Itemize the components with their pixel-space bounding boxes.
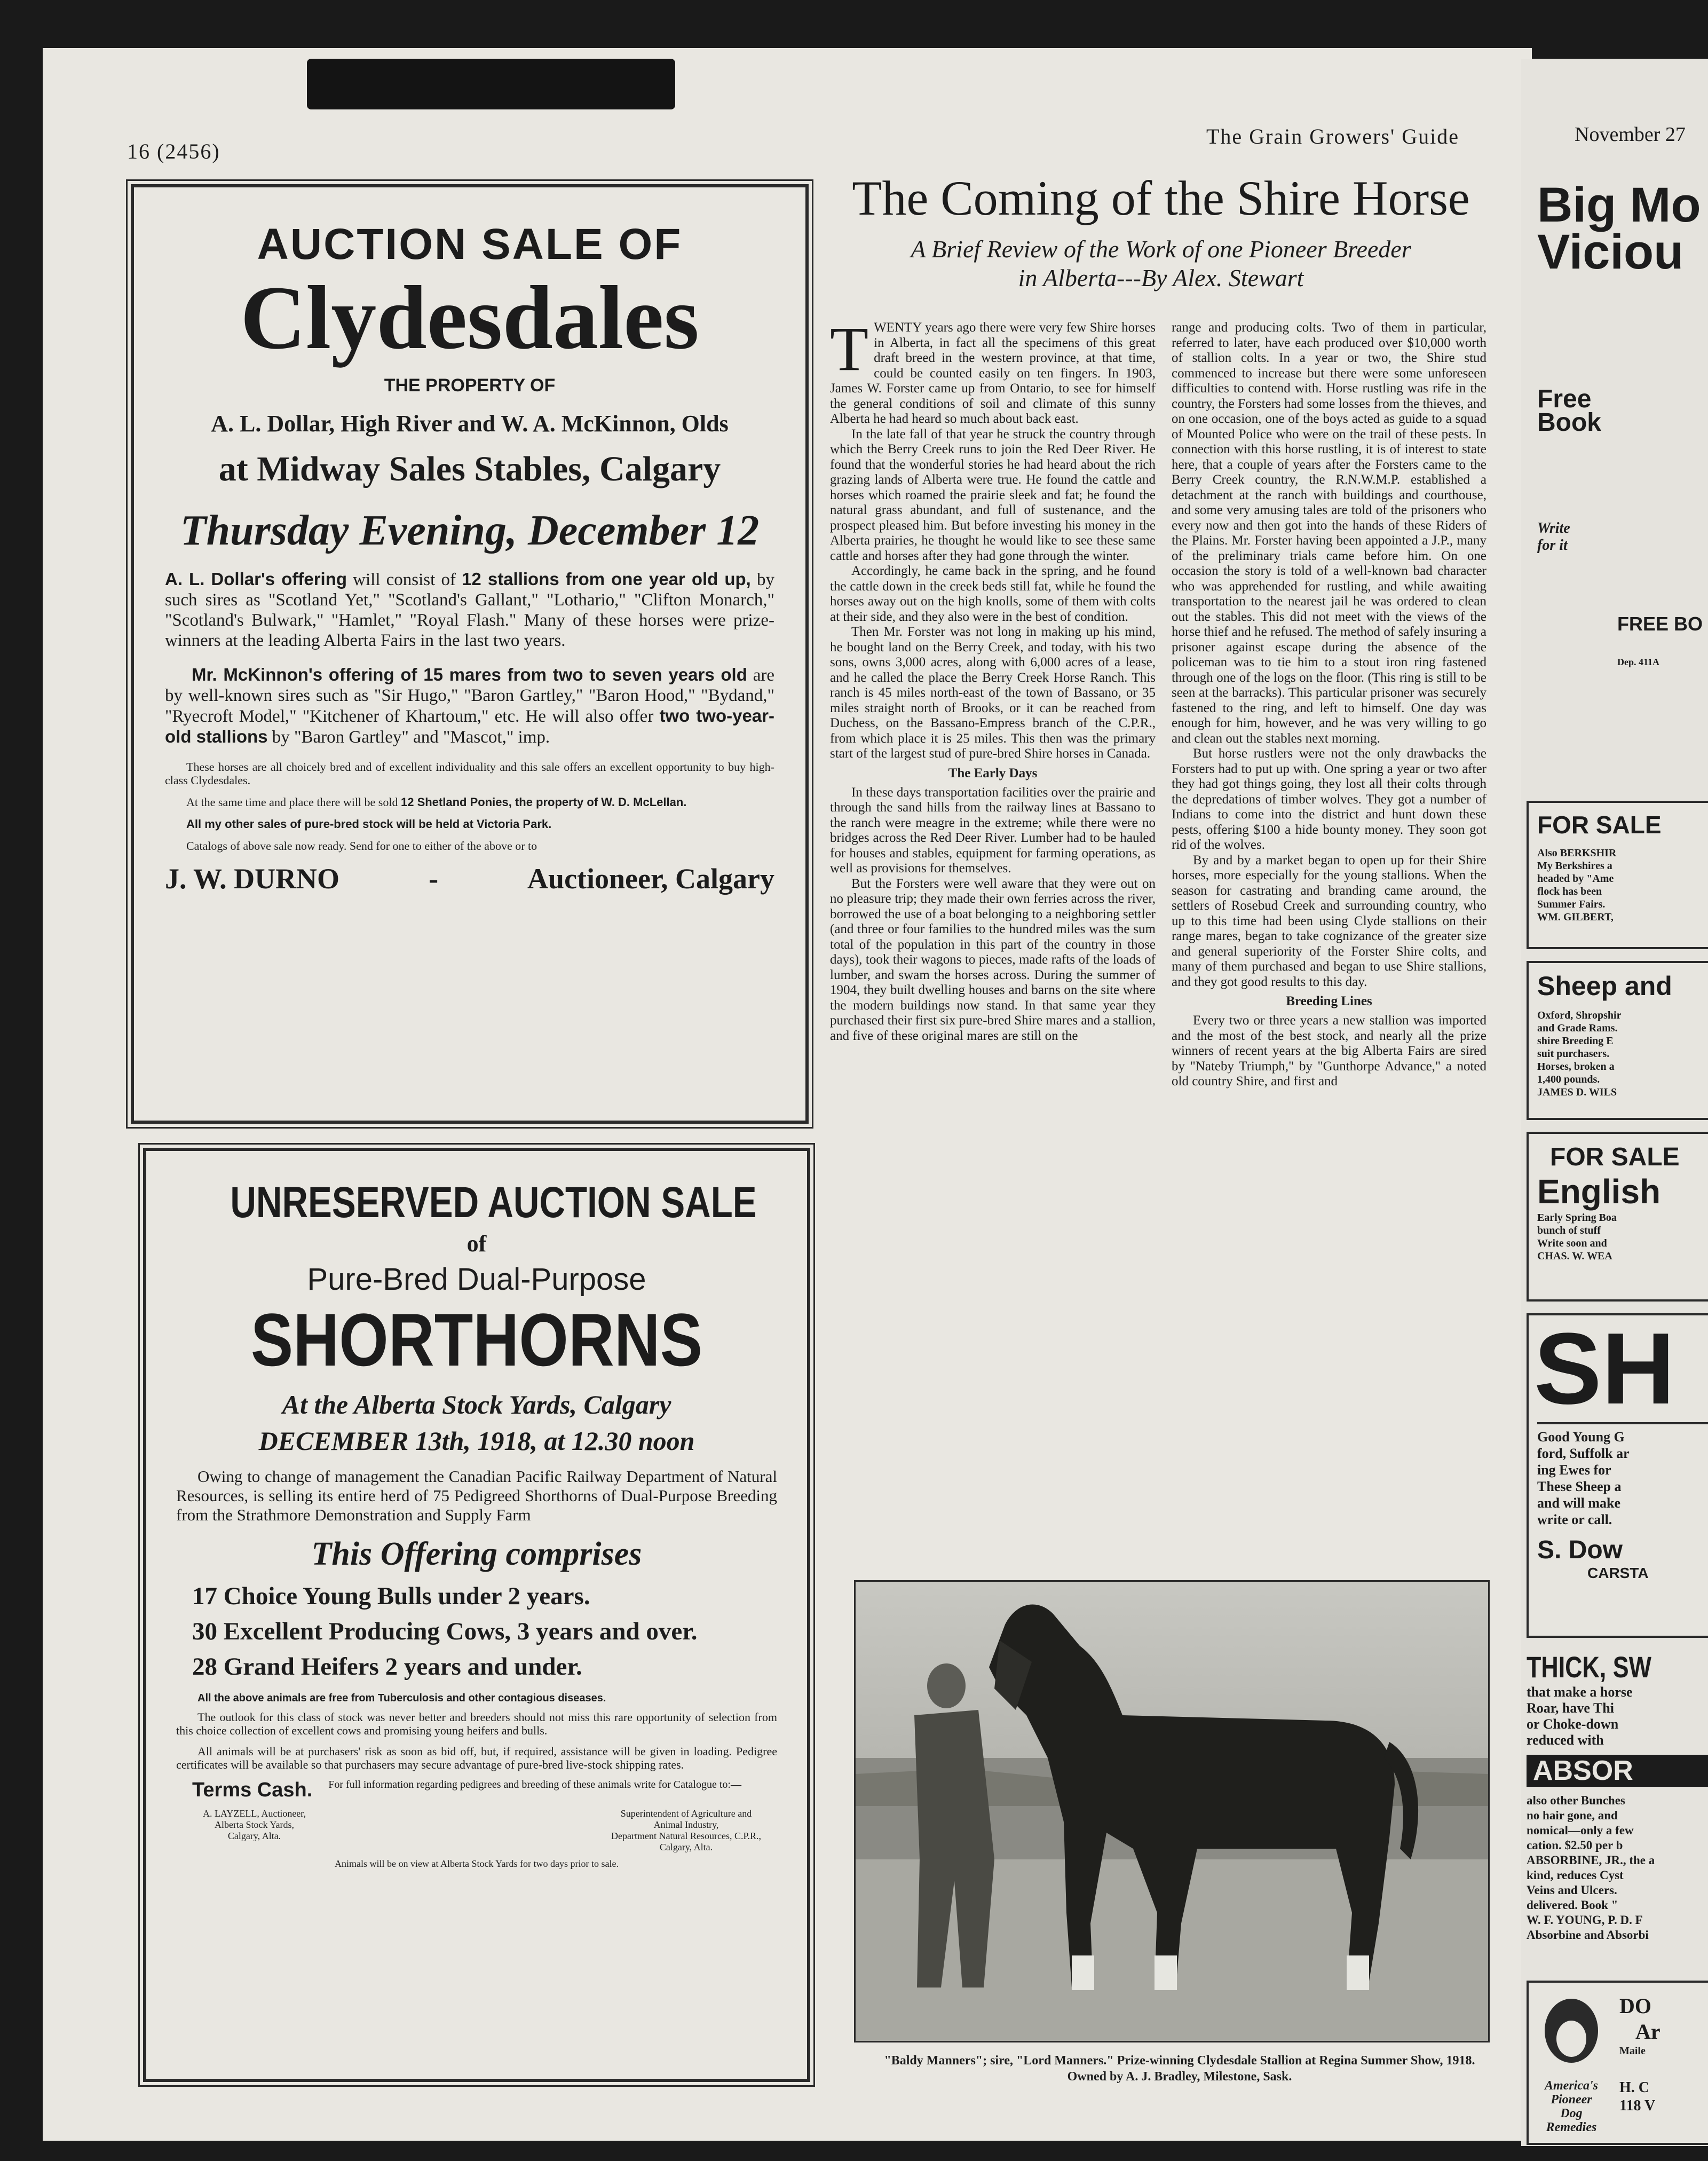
- article-subhead: Breeding Lines: [1286, 994, 1372, 1008]
- dog-head-icon: [1534, 1988, 1609, 2073]
- short-para4: All animals will be at purchasers' risk as soon as bid off, but, if required, assistance will be given in loading. Pedigree certificates will be available so that purchasers may secure advantage of pure-bred live-stock shipping rates.: [176, 1745, 777, 1771]
- short-venue: At the Alberta Stock Yards, Calgary: [282, 1390, 671, 1419]
- article-paragraph: range and producing colts. Two of them in particular, referred to later, have each produced over $10,000 worth of stallion colts. In a year or two, the Shire stud commenced to increase but there were some unforeseen difficulties to contend with. Horse rustling was rife in the country, the Forsters had some losses from the thieves, and on one occasion, one of the boys acted as guide to a squad of Mounted Police who were on the trail of these pests. In connection with this horse rustling, it is of interest to state here, that a couple of years after the Forsters came to the Berry Creek country, the R.N.W.M.P. established a detachment at the ranch with buildings and courthouse, and some very amusing tales are told of the prisoners who every now and then got into the hands of these Riders of the Plains. Mr. Forster having been appointed a J.P., many of the preliminary trials came before him. On one occasion the story is told of a well-known bad character who was apprehended for rustling, and while awaiting transportation to the nearest jail he was ordered to clean out the stables. This did not meet with the views of the horse thief and he refused. The method of safely insuring a prisoner against escape during the absence of the policeman was to tie him to a stout iron ring fastened through one of the logs on the floor. (This ring is still to be seen at the barracks). This particular prisoner was securely fastened to the ring, and left to himself. One day was enough for him, however, and he was very willing to go and clean out the stables next morning.: [1172, 320, 1486, 746]
- clydesdale-ad: [131, 184, 809, 1124]
- article-subtitle2: in Alberta---By Alex. Stewart: [1018, 264, 1304, 291]
- short-title3: SHORTHORNS: [250, 1298, 703, 1382]
- article-paragraph: But horse rustlers were not the only drawbacks the Forsters had to put up with. One spring a year or two after they had got things going, they lost all their colts through the depredations of timber wolves. They got a number of Indians to come into the district and hunt down these pests, offering $100 a hide bounty money. They soon got rid of the wolves.: [1172, 746, 1486, 852]
- clyde-para4: At the same time and place there will be sold 12 Shetland Ponies, the property of W. D. McLellan.: [186, 795, 687, 809]
- drop-cap: T: [830, 314, 869, 384]
- article-paragraph: In the late fall of that year he struck the country through which the Berry Creek runs to join the Red Deer River. He found that the wonderful stories he had heard about the rich grazing lands of Alberta were true. He found the cattle and horses which roamed the prairie sleek and fat; he found the natural grass abundant, and full of sustenance, and the prospect pleased him. But before investing his money in the Alberta prairies, he thought he would like to see these same cattle and horses after they had gone through the winter.: [830, 427, 1156, 563]
- clyde-para5: All my other sales of pure-bred stock will be held at Victoria Park.: [186, 817, 552, 831]
- ad7-caption: America's Pioneer Dog Remedies: [1545, 2079, 1598, 2134]
- short-contacts: [176, 1808, 777, 1853]
- article-paragraph: TWENTY years ago there were very few Shire horses in Alberta, in fact all the specimens of this great draft breed in the western province, at that time, could be counted easily on ten fingers. In 1903, James W. Forster came up from Ontario, to see for himself the general conditions of soil and climate of this sunny Alberta he had heard so much about back east.: [830, 314, 1156, 426]
- article-column-2: [1172, 320, 1486, 1090]
- clyde-auctioneer-line: [165, 862, 774, 895]
- horse-photo: [854, 1580, 1490, 2042]
- right-ad-dog-remedies: [1527, 1981, 1708, 2145]
- short-title1: UNRESERVED AUCTION SALE: [230, 1178, 757, 1227]
- clyde-auctioneer: J. W. DURNO: [165, 863, 340, 895]
- short-offering: This Offering comprises: [311, 1536, 642, 1572]
- ad6-lines-2: also other Bunches no hair gone, and nomical—only a few cation. $2.50 per b ABSORBINE, JR., the a kind, reduces Cyst Veins and Ulcers. delivered. Book " W. F. YOUNG, P. D. F Absorbine and Absorbi: [1527, 1794, 1655, 1942]
- ad1-free: FREE BO: [1617, 613, 1703, 635]
- article-paragraph: In these days transportation facilities over the prairie and through the sand hills from the railway lines at Bassano to the ranch were meagre in the extreme; while there were no bridges across the Red Deer River. Lumber had to be hauled for houses and stables, equipment for farming operations, as well as provisions for themselves.: [830, 785, 1156, 876]
- clyde-property-of: THE PROPERTY OF: [384, 375, 556, 396]
- article-paragraph: But the Forsters were well aware that they were out on no pleasure trip; they made their own ferries across the river, borrowed the use of a boat belonging to a neighboring settler (and three or four families to the hundred miles was the sum total of the population in this part of the country in those days), took their wagons to pieces, made rafts of the loads of lumber, and swam the horses across. During the summer of 1904, they built dwelling houses and barns on the site where the modern buildings now stand. In that same year they purchased their first six pure-bred Shire mares and a stallion, and five of these original mares are still on the: [830, 876, 1156, 1043]
- ad5-lines: Good Young G ford, Suffolk ar ing Ewes for These Sheep a and will make write or call.: [1537, 1422, 1708, 1528]
- right-ad-sheep-2: SH Good Young G ford, Suffolk ar ing Ewes for These Sheep a and will make write or call. S. Dow CARSTA: [1527, 1313, 1708, 1638]
- short-footer: Animals will be on view at Alberta Stock Yards for two days prior to sale.: [335, 1858, 619, 1869]
- short-para2: All the above animals are free from Tuberculosis and other contagious diseases.: [197, 1692, 606, 1704]
- short-item: 28 Grand Heifers 2 years and under.: [192, 1653, 582, 1681]
- short-right-contact: Superintendent of Agriculture and Animal Industry, Department Natural Resources, C.P.R., Calgary, Alta.: [611, 1808, 761, 1852]
- ad1-title: Big Mo Viciou: [1537, 178, 1701, 279]
- right-ad-english: FOR SALE English Early Spring Boa bunch of stuff Write soon and CHAS. W. WEA: [1527, 1132, 1708, 1302]
- right-page: [1521, 59, 1708, 2146]
- short-terms-note: For full information regarding pedigrees and breeding of these animals write for Catalogue to:—: [328, 1779, 741, 1791]
- clyde-owners: A. L. Dollar, High River and W. A. McKinnon, Olds: [211, 411, 729, 437]
- ad6-lines: that make a horse Roar, have Thi or Choke-down reduced with: [1527, 1684, 1633, 1748]
- ad7-right: DO Ar Maile H. C 118 V: [1619, 1994, 1660, 2114]
- ad2-lines: Also BERKSHIR My Berkshires a headed by "Ame flock has been Summer Fairs. WM. GILBERT,: [1537, 847, 1617, 923]
- short-item: 17 Choice Young Bulls under 2 years.: [192, 1582, 590, 1610]
- article-paragraph: By and by a market began to open up for their Shire horses, more especially for the young stallions. When the season for castrating and branding came around, the settlers of Rosebud Creek and surrounding country, who up to this time had been using Clyde stallions on their range mares, began to take cognizance of the greater size and general superiority of the Forster Shire colts, and many of them purchased and began to use Shire stallions, and they got good results to this day.: [1172, 853, 1486, 989]
- article-paragraph: Accordingly, he came back in the spring, and he found the cattle down in the creek beds still fat, while he found the horses away out on the high knolls, some of them with colts at their side, and they also were in the best of condition.: [830, 564, 1156, 624]
- ad4-lines: Early Spring Boa bunch of stuff Write soon and CHAS. W. WEA: [1537, 1212, 1617, 1262]
- binding-tape: [307, 59, 675, 109]
- ad1-book: Free Book: [1537, 385, 1601, 437]
- clyde-auctioneer-place: Auctioneer, Calgary: [527, 863, 774, 895]
- clyde-dash: -: [429, 863, 439, 895]
- short-title2: Pure-Bred Dual-Purpose: [307, 1262, 646, 1297]
- short-left-contact: A. LAYZELL, Auctioneer, Alberta Stock Yards, Calgary, Alta.: [203, 1808, 306, 1841]
- short-para3: The outlook for this class of stock was never better and breeders should not miss this rare opportunity of selection from this choice collection of excellent cows and promising young heifers and bulls.: [176, 1710, 777, 1737]
- article-paragraph: Every two or three years a new stallion was imported and the most of the best stock, and nearly all the prize winners of recent years at the big Alberta Fairs are sired by "Nateby Triumph," by "Gunthorpe Advance," a noted old country Shire, and first and: [1172, 1013, 1486, 1089]
- short-terms-line: [176, 1779, 777, 1802]
- ad6-absorbine-banner: ABSOR: [1527, 1755, 1708, 1787]
- short-para1: Owing to change of management the Canadian Pacific Railway Department of Natural Resources, is selling its entire herd of 75 Pedigreed Shorthorns of Dual-Purpose Breeding from the Strathmore Demonstration and Supply Farm: [176, 1467, 777, 1524]
- clyde-para6: Catalogs of above sale now ready. Send for one to either of the above or to: [186, 839, 537, 853]
- page-number: 16 (2456): [127, 139, 220, 163]
- ad1-dep: Dep. 411A: [1617, 657, 1660, 667]
- journal-name: The Grain Growers' Guide: [1206, 124, 1459, 148]
- short-of: of: [466, 1231, 487, 1257]
- ad3-lines: Oxford, Shropshir and Grade Rams. shire Breeding E suit purchasers. Horses, broken a 1,400 pounds. JAMES D. WILS: [1537, 1009, 1622, 1098]
- clyde-venue: at Midway Sales Stables, Calgary: [218, 449, 721, 488]
- photo-caption: "Baldy Manners"; sire, "Lord Manners." Prize-winning Clydesdale Stallion at Regina Summer Show, 1918. Owned by A. J. Bradley, Milestone, Sask.: [884, 2054, 1475, 2084]
- short-terms: Terms Cash.: [192, 1779, 313, 1801]
- right-ad-sheep: Sheep and Oxford, Shropshir and Grade Rams. shire Breeding E suit purchasers. Horses, broken a 1,400 pounds. JAMES D. WILS: [1527, 961, 1708, 1120]
- right-ad-for-sale: FOR SALE Also BERKSHIR My Berkshires a headed by "Ame flock has been Summer Fairs. WM. GILBERT,: [1527, 801, 1708, 949]
- article-subhead: The Early Days: [948, 766, 1038, 780]
- clyde-title2: Clydesdales: [240, 267, 699, 368]
- short-date: DECEMBER 13th, 1918, at 12.30 noon: [258, 1426, 695, 1456]
- right-date: November 27: [1575, 123, 1686, 146]
- article-paragraph: Then Mr. Forster was not long in making up his mind, he bought land on the Berry Creek, and today, with his two sons, owns 3,000 acres, along with 6,000 acres of a lease, and he called the place the Berry Creek Horse Ranch. This ranch is 45 miles north-east of the town of Bassano, or 35 miles straight north of Brooks, or it can be reached from Duchess, on the Bassano-Empress branch of the C.P.R., from which place it is 25 miles. This then was the primary start of the largest stud of pure-bred Shire horses in Canada.: [830, 625, 1156, 761]
- article-column-1: [830, 314, 1156, 1044]
- right-ad-horse-book: [1527, 165, 1708, 843]
- short-item: 30 Excellent Producing Cows, 3 years and over.: [192, 1618, 698, 1645]
- clyde-para2: Mr. McKinnon's offering of 15 mares from two to seven years old are by well-known sires such as "Sir Hugo," "Baron Gartley," "Baron Hood," "Bydand," "Ryecroft Model," "Kitchener of Khartoum," etc. He will also offer two two-year-old stallions by "Baron Gartley" and "Mascot," imp.: [165, 665, 774, 747]
- clyde-title1: AUCTION SALE OF: [257, 220, 683, 269]
- article-subtitle1: A Brief Review of the Work of one Pioneer Breeder: [911, 235, 1411, 263]
- clyde-para3: These horses are all choicely bred and of excellent individuality and this sale offers an excellent opportunity to buy high-class Clydesdales.: [165, 760, 774, 787]
- shorthorns-ad: [143, 1148, 810, 2082]
- ad1-write: Write for it: [1537, 520, 1570, 554]
- short-items: [192, 1579, 777, 1684]
- right-ad-absorbine: THICK, SW that make a horse Roar, have Thi or Choke-down reduced with ABSOR also other Bunches no hair gone, and nomical—only a few cation. $2.50 per b ABSORBINE, JR., the a kind, reduces Cyst Veins and Ulcers. delivered. Book " W. F. YOUNG, P. D. F Absorbine and Absorbi: [1527, 1650, 1708, 1943]
- horse-photo-image: [856, 1582, 1488, 2041]
- clyde-para1: A. L. Dollar's offering will consist of 12 stallions from one year old up, by such sires as "Scotland Yet," "Scotland's Gallant," "Lothario," "Clifton Monarch," "Scotland's Bulwark," "Hamlet," "Royal Flash." Many of these horses were prize-winners at the leading Alberta Fairs in the last two years.: [165, 569, 774, 650]
- article-title: The Coming of the Shire Horse: [852, 171, 1470, 225]
- clyde-date: Thursday Evening, December 12: [180, 507, 760, 554]
